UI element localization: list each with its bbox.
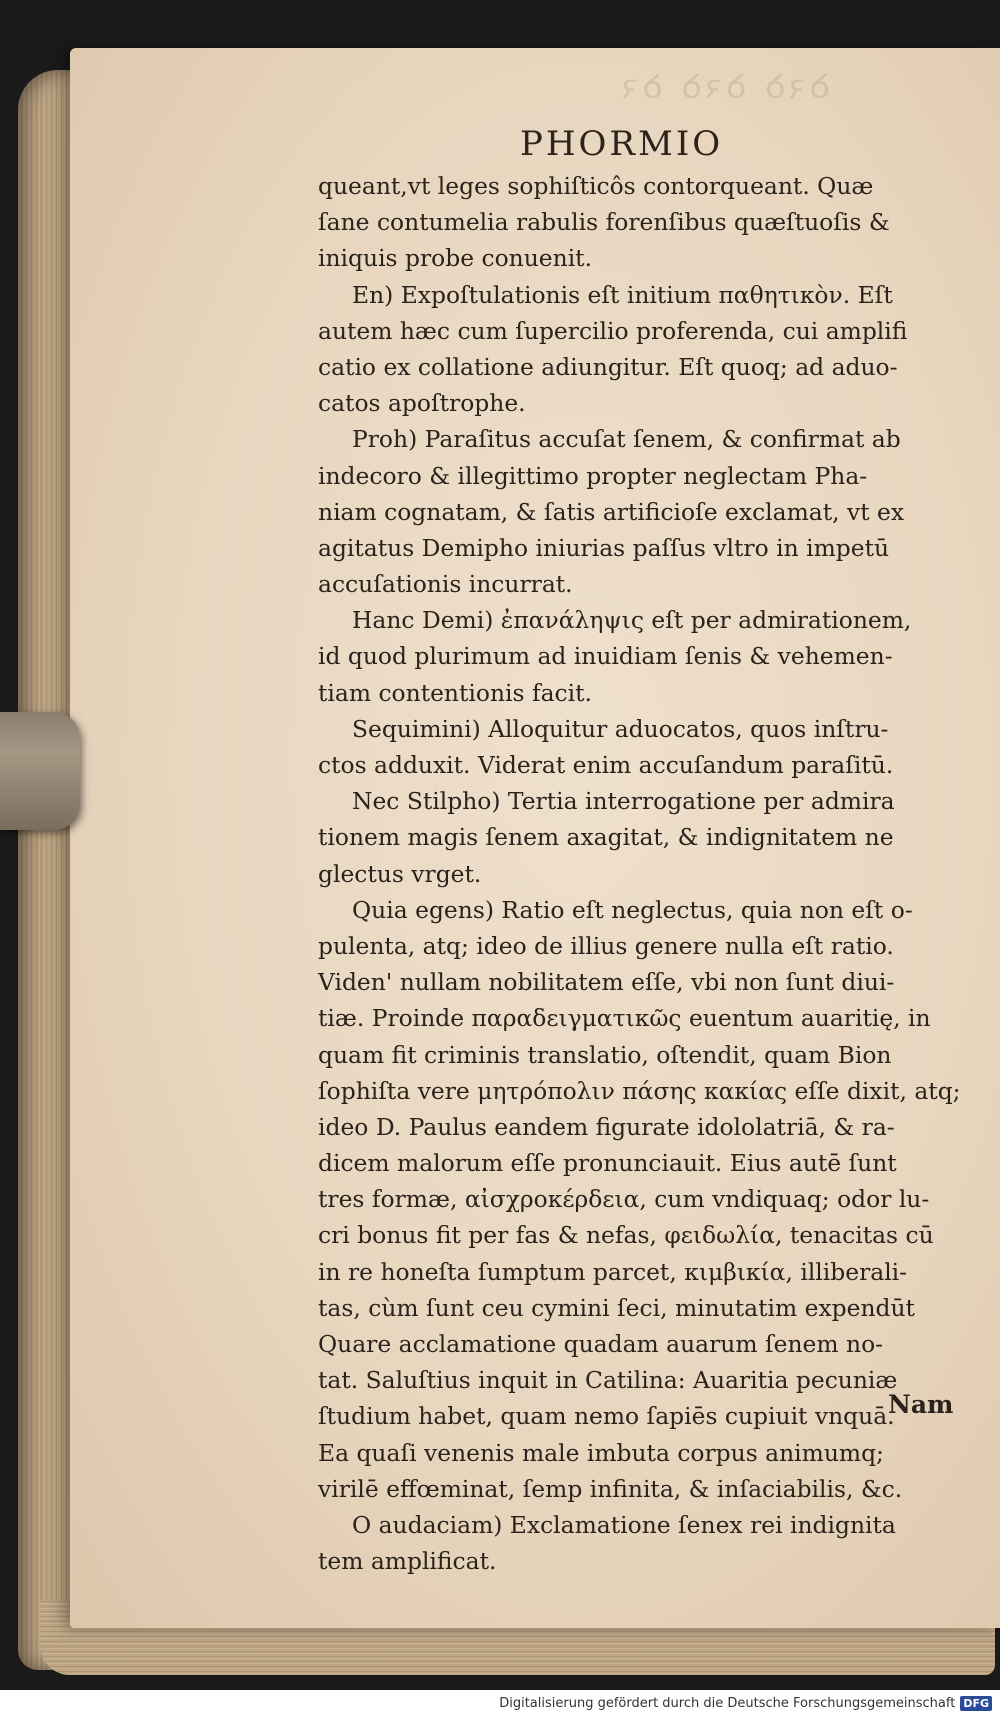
text-line: catio ex collatione adiungitur. Eſt quoq; ad aduo- — [318, 352, 898, 381]
text-line: ſane contumelia rabulis forenſibus quæſtuoſis & — [318, 208, 890, 237]
text-line: tiæ. Proinde παραδειγματικῶς euentum auaritię, in — [318, 1004, 931, 1033]
text-line: catos apoſtrophe. — [318, 389, 526, 418]
text-line: autem hæc cum ſupercilio proferenda, cui amplifi — [318, 316, 908, 345]
text-line: Sequimini) Alloquitur aduocatos, quos inſtru- — [352, 714, 889, 743]
text-line: tas, cùm ſunt ceu cymini ſeci, minutatim expendūt — [318, 1293, 915, 1322]
text-line: tem amplificat. — [318, 1547, 497, 1576]
text-line: accuſationis incurrat. — [318, 570, 573, 599]
text-line: Quia egens) Ratio eſt neglectus, quia non eſt o- — [352, 895, 913, 924]
text-line: Hanc Demi) ἐπανάληψις eſt per admirationem, — [352, 606, 912, 635]
text-line: tiam contentionis facit. — [318, 678, 592, 707]
text-line: ſophiſta vere μητρόπολιν πάσης κακίας eſſe dixit, atq; — [318, 1076, 961, 1105]
text-line: tat. Saluſtius inquit in Catilina: Auaritia pecuniæ — [318, 1366, 898, 1395]
text-line: id quod plurimum ad inuidiam ſenis & vehemen- — [318, 642, 893, 671]
text-line: cri bonus fit per fas & nefas, φειδωλία, tenacitas cū — [318, 1221, 934, 1250]
book-clasp — [0, 712, 80, 830]
text-line: Ea quaſi venenis male imbuta corpus animumq; — [318, 1438, 884, 1467]
text-line: Nec Stilpho) Tertia interrogatione per admira — [352, 787, 895, 816]
text-line: Proh) Paraſitus accuſat ſenem, & confirmat ab — [352, 425, 901, 454]
text-line: pulenta, atq; ideo de illius genere nulla eſt ratio. — [318, 931, 894, 960]
text-line: En) Expoſtulationis eſt initium παθητικὸν. Eſt — [352, 280, 893, 309]
text-line: ctos adduxit. Viderat enim accuſandum paraſitū. — [318, 751, 894, 779]
text-line: tionem magis ſenem axagitat, & indignitatem ne — [318, 823, 894, 852]
catchword: Nam — [888, 1390, 954, 1419]
text-line: quam fit criminis translatio, oſtendit, quam Bion — [318, 1040, 892, 1069]
text-line: O audaciam) Exclamatione ſenex rei indignita — [352, 1510, 896, 1539]
text-line: dicem malorum eſſe pronunciauit. Eius autē ſunt — [318, 1149, 897, 1178]
text-line: niam cognatam, & ſatis artificioſe exclamat, vt ex — [318, 497, 905, 526]
text-line: virilē effœminat, ſemp infinita, & inſaciabilis, &c. — [318, 1474, 903, 1503]
text-line: indecoro & illegittimo propter neglectam Pha- — [318, 461, 868, 490]
text-line: Viden' nullam nobilitatem eſſe, vbi non ſunt diui- — [318, 968, 895, 997]
footer-credit-text: Digitalisierung gefördert durch die Deutsche Forschungsgemeinschaft — [499, 1695, 956, 1711]
page-text-block — [318, 168, 963, 1579]
dfg-logo: DFG — [960, 1696, 992, 1711]
text-line: in re honeſta ſumptum parcet, κιμβικία, illiberali- — [318, 1257, 908, 1286]
text-line: tres formæ, αἰσχροκέρδεια, cum vndiquaq; odor lu- — [318, 1185, 930, 1214]
text-line: queant,vt leges sophiſticôs contorqueant. Quæ — [318, 172, 874, 200]
text-line: glectus vrget. — [318, 859, 482, 888]
text-line: ideo D. Paulus eandem figurate idololatriā, & ra- — [318, 1112, 895, 1141]
text-line: agitatus Demipho iniurias paſſus vltro in impetū — [318, 533, 890, 562]
text-line: iniquis probe conuenit. — [318, 244, 593, 273]
bleed-through-ink: ꝺꝛꝺ ꝺꝛꝺ ꝺꝛ — [618, 67, 830, 107]
text-line: Quare acclamatione quadam auarum ſenem no- — [318, 1330, 884, 1358]
digitization-footer — [0, 1690, 1000, 1716]
running-head: PHORMIO — [520, 124, 724, 164]
text-line: ſtudium habet, quam nemo ſapiēs cupiuit vnquā. — [318, 1402, 895, 1431]
